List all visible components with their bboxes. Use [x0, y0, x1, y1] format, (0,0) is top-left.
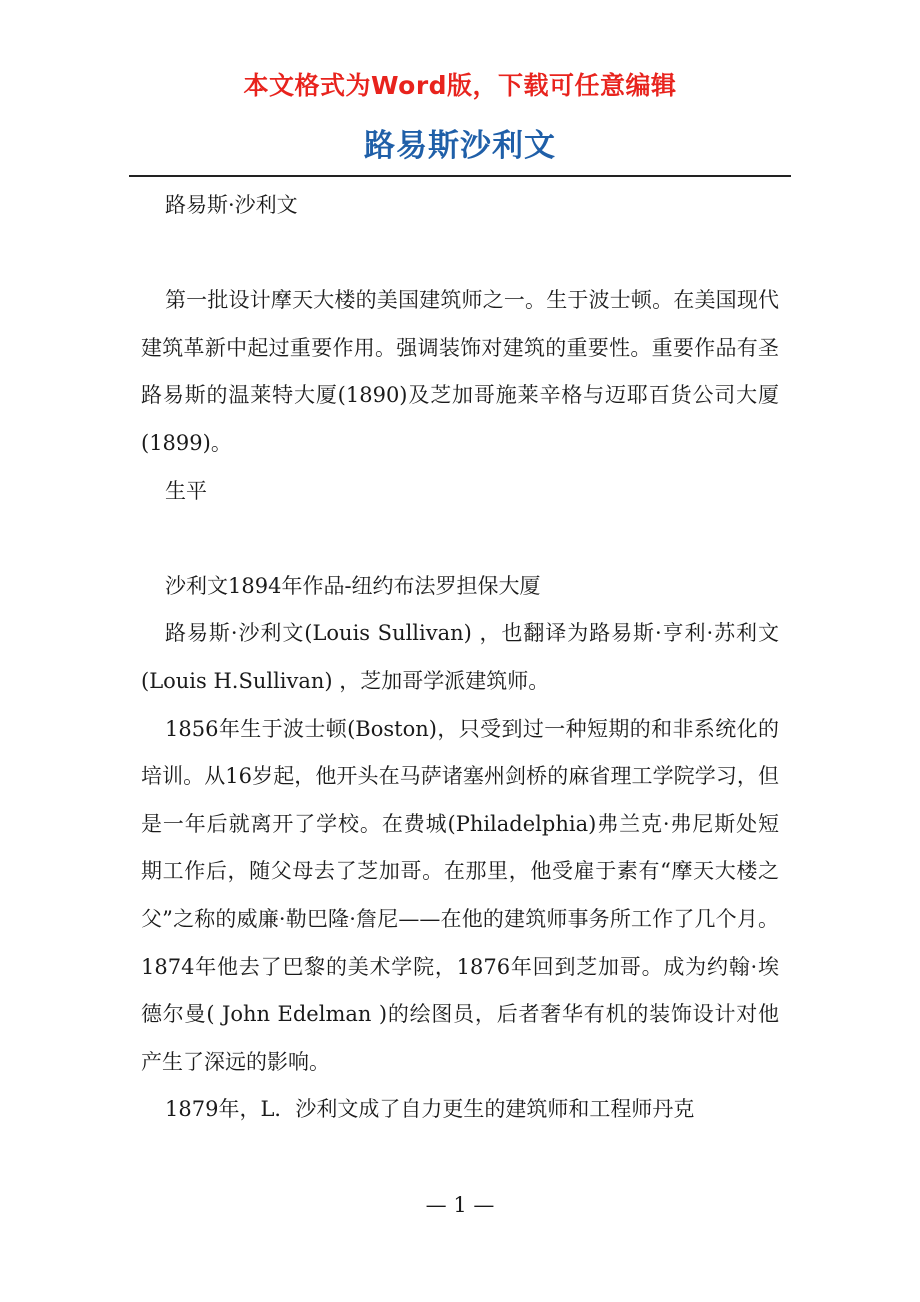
paragraph-subject: 路易斯·沙利文	[165, 193, 298, 217]
page-title: 路易斯沙利文	[364, 128, 556, 164]
paragraph-career: 1879年，L．沙利文成了自力更生的建筑师和工程师丹克	[165, 1097, 695, 1122]
header-divider	[129, 175, 791, 177]
paragraph-gap	[141, 515, 779, 563]
page-number: — 1 —	[425, 1193, 495, 1217]
section-heading-biography: 生平	[165, 478, 207, 503]
paragraph-intro: 第一批设计摩天大楼的美国建筑师之一。生于波士顿。在美国现代建筑革新中起过重要作用。强调装饰对建筑的重要性。重要作品有圣路易斯的温莱特大厦(1890)及芝加哥施莱辛格与迈耶百货公司大厦(1899)。	[141, 288, 779, 455]
image-caption: 沙利文1894年作品-纽约布法罗担保大厦	[165, 573, 541, 598]
paragraph-gap	[141, 230, 779, 278]
format-banner: 本文格式为Word版，下载可任意编辑	[243, 71, 677, 100]
paragraph-early-life: 1856年生于波士顿(Boston)，只受到过一种短期的和非系统化的培训。从16岁起，他开头在马萨诸塞州剑桥的麻省理工学院学习，但是一年后就离开了学校。在费城(Philadelphia)弗兰克·弗尼斯处短期工作后，随父母去了芝加哥。在那里，他受雇于素有“摩天大楼之父”之称的威廉·勒巴隆·詹尼——在他的建筑师事务所工作了几个月。1874年他去了巴黎的美术学院，1876年回到芝加哥。成为约翰·埃德尔曼( John Edelman )的绘图员，后者奢华有机的装饰设计对他产生了深远的影响。	[141, 716, 779, 1074]
paragraph-name-note: 路易斯·沙利文(Louis Sullivan) ，也翻译为路易斯·亨利·苏利文(Louis H.Sullivan) ，芝加哥学派建筑师。	[141, 621, 779, 693]
document-body	[141, 182, 779, 1134]
